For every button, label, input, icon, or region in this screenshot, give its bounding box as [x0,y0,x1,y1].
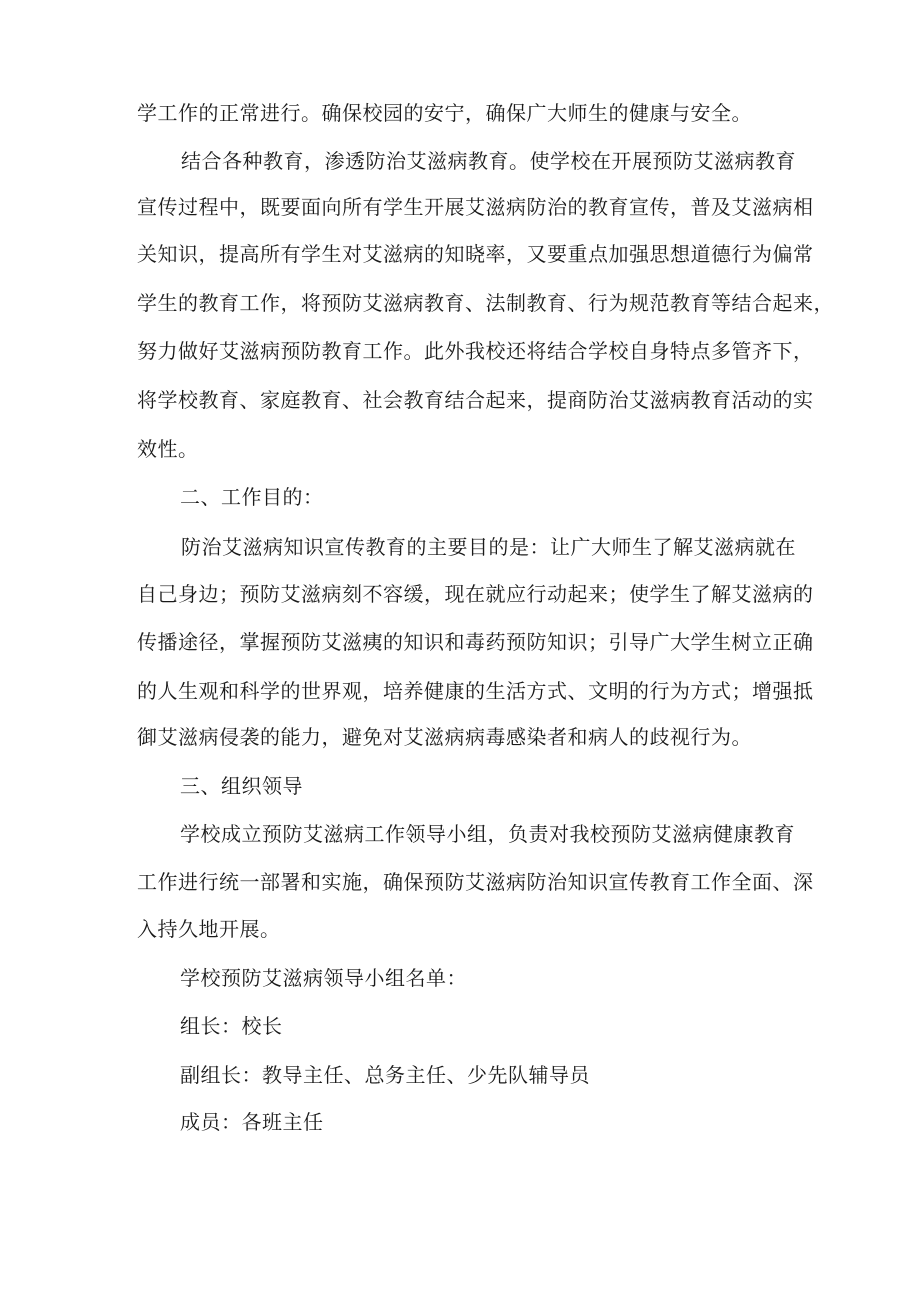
members-entry: 成员：各班主任 [180,1110,324,1134]
paragraph-line-5: 学生的教育工作，将预防艾滋病教育、法制教育、行为规范教育等结合起来， [137,291,834,315]
paragraph-line-4: 关知识，提高所有学生对艾滋病的知晓率，又要重点加强思想道德行为偏常 [137,242,814,266]
paragraph-line-11: 自己身边；预防艾滋病刻不容缓，现在就应行动起来；使学生了解艾滋病的 [137,582,814,606]
paragraph-line-18: 入持久地开展。 [137,917,281,941]
paragraph-line-2: 结合各种教育，渗透防治艾滋病教育。使学校在开展预防艾滋病教育 [181,149,796,173]
paragraph-line-12: 传播途径，掌握预防艾滋痍的知识和毒药预防知识；引导广大学生树立正确 [137,630,814,654]
paragraph-line-6: 努力做好艾滋病预防教育工作。此外我校还将结合学校自身特点多管齐下， [137,339,814,363]
leadership-list-title: 学校预防艾滋病领导小组名单： [180,966,467,990]
paragraph-line-10: 防治艾滋病知识宣传教育的主要目的是：让广大师生了解艾滋病就在 [181,535,796,559]
paragraph-line-7: 将学校教育、家庭教育、社会教育结合起来，提商防治艾滋病教育活动的实 [137,388,814,412]
paragraph-line-3: 宣传过程中，既要面向所有学生开展艾滋病防治的教育宣传，普及艾滋病相 [137,195,814,219]
paragraph-line-17: 工作进行统一部署和实施，确保预防艾滋病防治知识宣传教育工作全面、深 [137,870,814,894]
leader-entry: 组长：校长 [180,1014,283,1038]
deputy-leader-entry: 副组长：教导主任、总务主任、少先队辅导员 [180,1063,590,1087]
paragraph-line-1: 学工作的正常进行。确保校园的安宁，确保广大师生的健康与安全。 [137,101,752,125]
section-heading-organization: 三、组织领导 [180,774,303,798]
paragraph-line-8: 效性。 [137,437,199,461]
paragraph-line-16: 学校成立预防艾滋病工作领导小组，负责对我校预防艾滋病健康教育 [180,822,795,846]
paragraph-line-14: 御艾滋病侵袭的能力，避免对艾滋病病毒感染者和病人的歧视行为。 [137,725,752,749]
section-heading-purpose: 二、工作目的： [180,485,324,509]
paragraph-line-13: 的人生观和科学的世界观，培养健康的生活方式、文明的行为方式；增强抵 [137,679,814,703]
